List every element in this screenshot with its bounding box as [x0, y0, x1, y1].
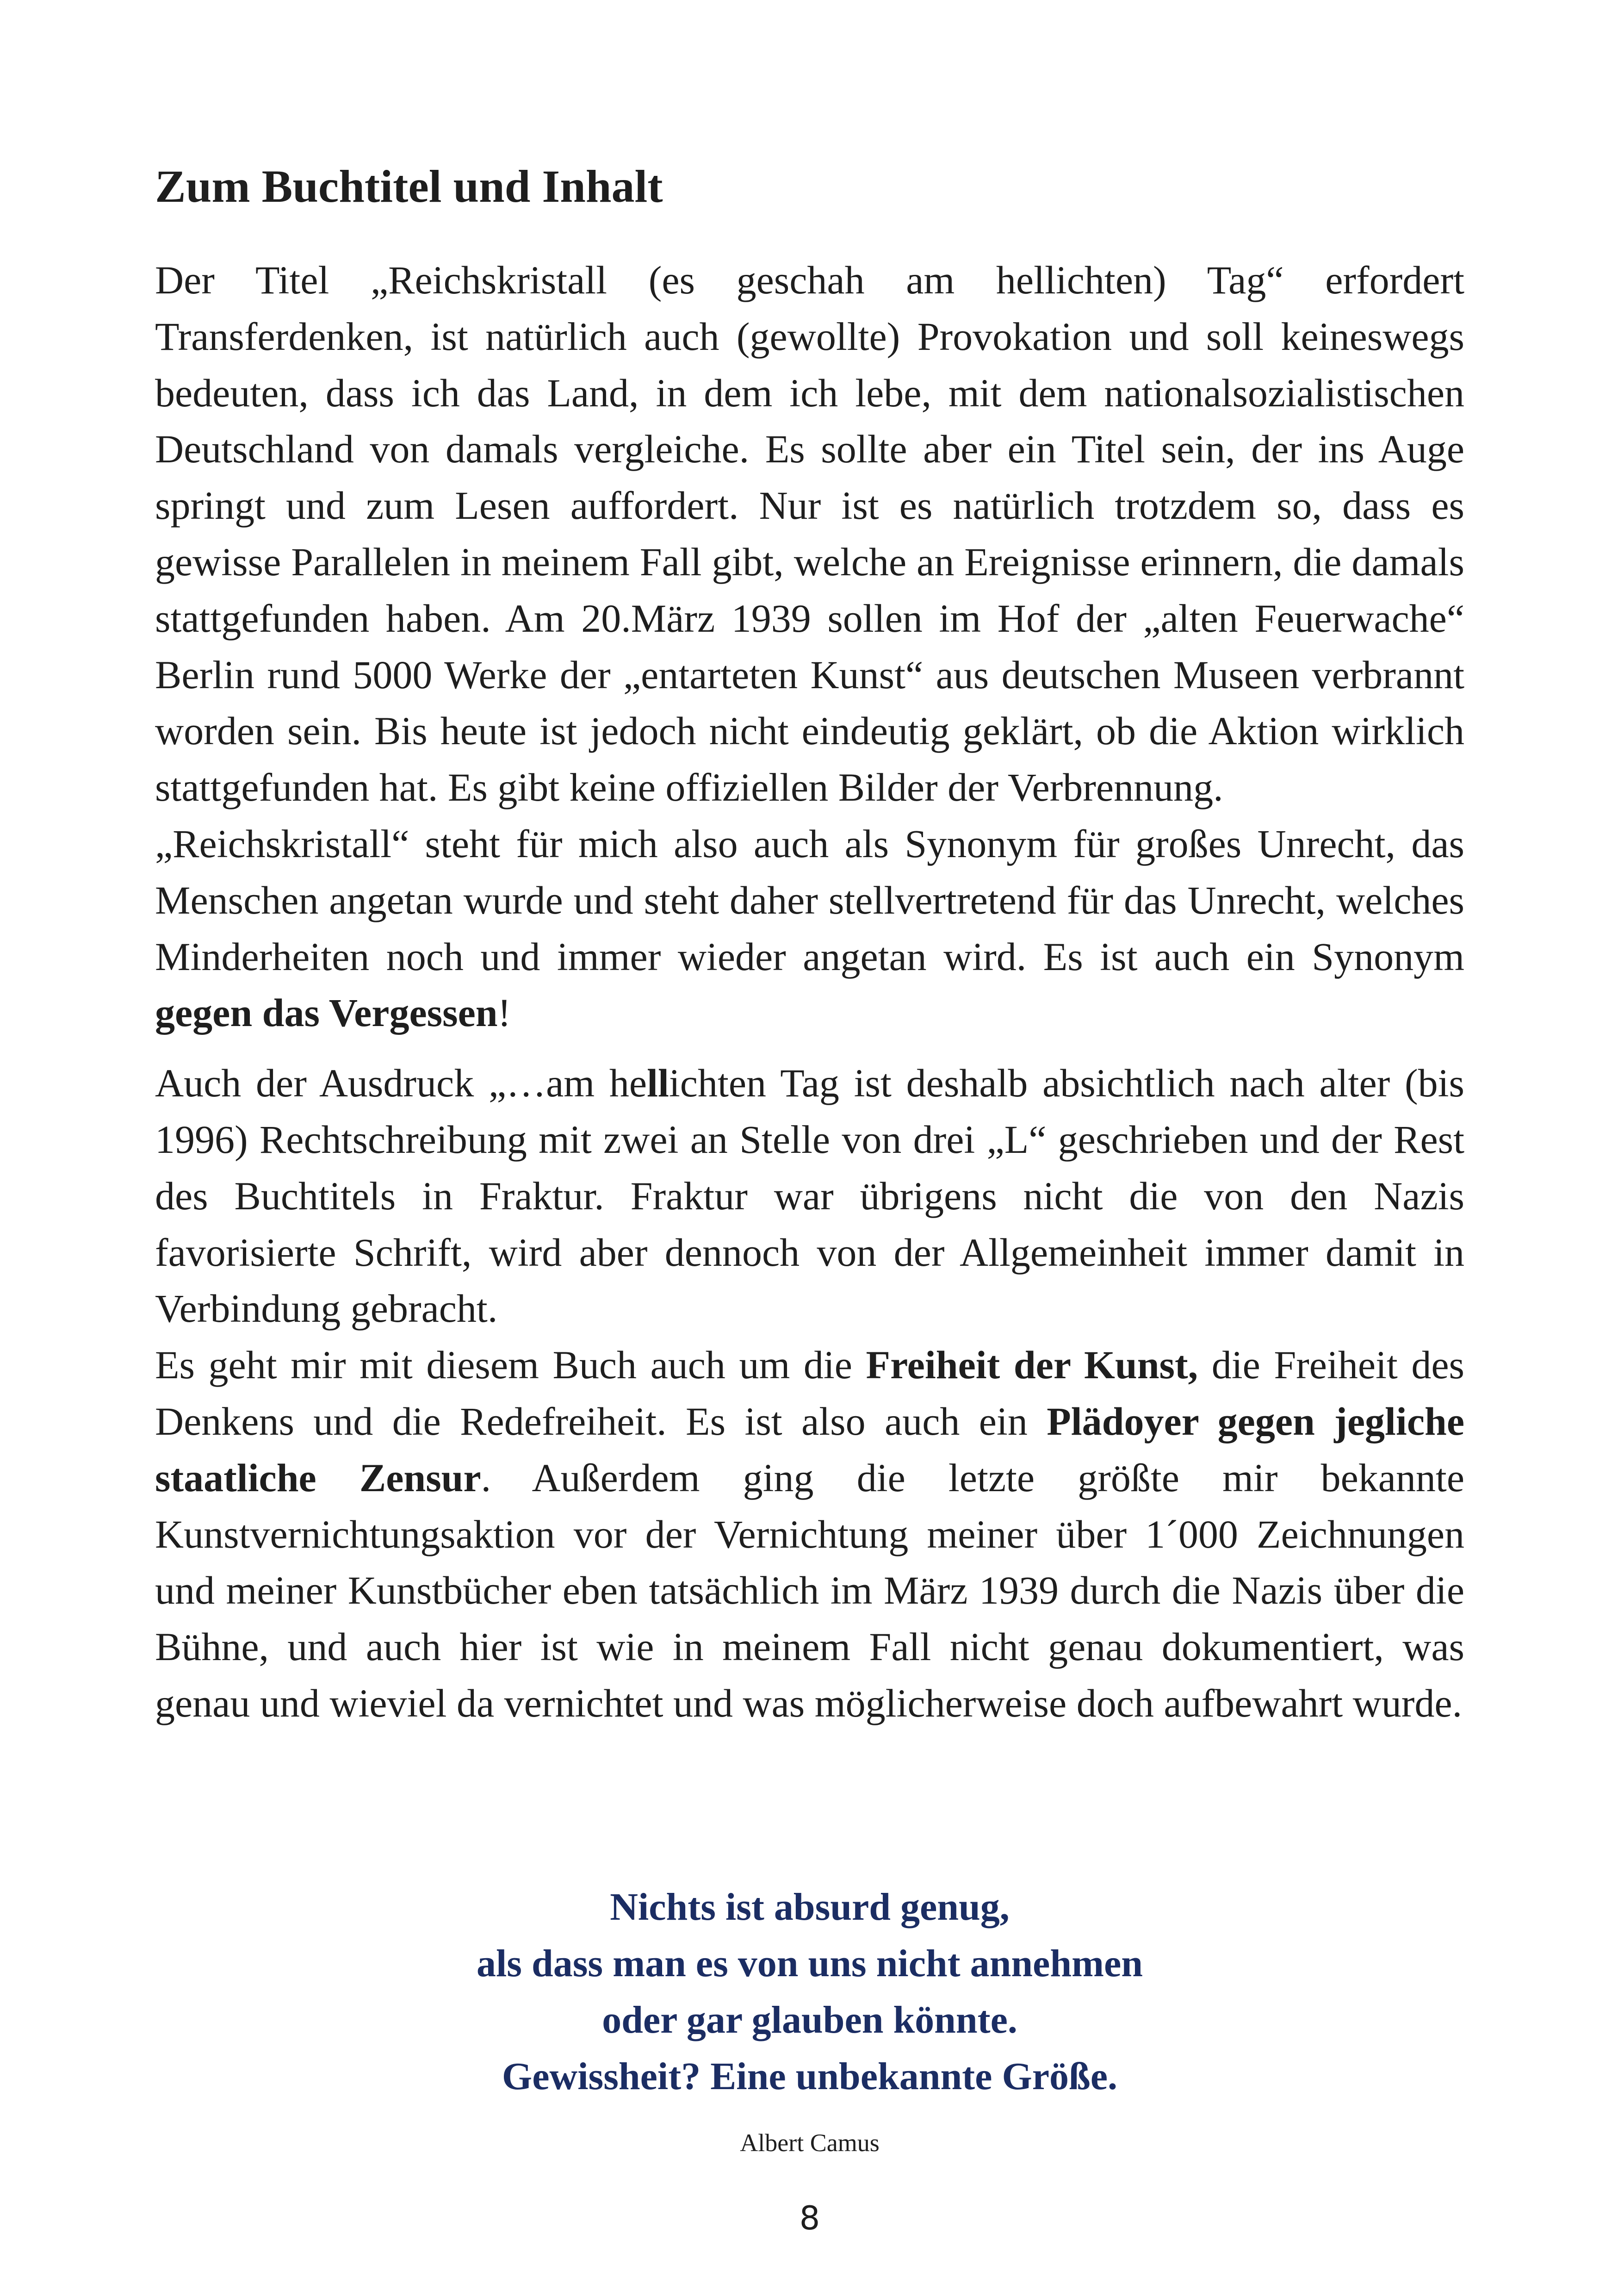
quote-line: als dass man es von uns nicht annehmen — [476, 1942, 1143, 1985]
page-heading: Zum Buchtitel und Inhalt — [155, 161, 663, 212]
paragraph-2-text-before: „Reichskristall“ steht für mich also auch als Synonym für großes Unrecht, das Menschen angetan wurde und steht daher stellvertretend für das Unrecht, welches Minderheiten noch und immer wieder angetan wird. Es ist auch ein Synonym — [155, 821, 1464, 979]
page-number: 8 — [799, 2199, 820, 2237]
quote-line: oder gar glauben könnte. — [602, 1998, 1017, 2041]
document-page — [155, 0, 1464, 2296]
quote-line: Gewissheit? Eine unbekannte Größe. — [502, 2055, 1118, 2098]
paragraph-4-bold-b: Plädoyer gegen jegliche staatliche Zensur — [155, 1399, 1464, 1500]
paragraph-freedom-of-art — [155, 1337, 1464, 1732]
paragraph-4-bold-a: Freiheit der Kunst, — [866, 1343, 1198, 1388]
paragraph-1-text: Der Titel „Reichskristall (es geschah am hellichten) Tag“ erfordert Transferdenken, ist natürlich auch (gewollte) Provokation und soll keineswegs bedeuten, dass ich das Land, in dem ich lebe, mit dem nationalsozialistischen Deutschland von damals vergleiche. Es sollte aber ein Titel sein, der ins Auge springt und zum Lesen auffordert. Nur ist es natürlich trotzdem so, dass es gewisse Parallelen in meinem Fall gibt, welche an Ereignisse erinnern, die damals stattgefunden haben. Am 20.März 1939 sollen im Hof der „alten Feuerwache“ Berlin rund 5000 Werke der „entarteten Kunst“ aus deutschen Museen verbrannt worden sein. Bis heute ist jedoch nicht eindeutig geklärt, ob die Aktion wirklich stattgefunden hat. Es gibt keine offiziellen Bilder der Verbrennung. — [155, 258, 1464, 810]
paragraph-title-explanation — [155, 252, 1464, 816]
paragraph-2-text-after: ! — [497, 990, 511, 1035]
paragraph-2-bold: gegen das Vergessen — [155, 990, 498, 1035]
paragraph-3-text-after: ichten Tag ist deshalb absichtlich nach alter (bis 1996) Rechtschreibung mit zwei an Stelle von drei „L“ geschrieben und der Rest des Buchtitels in Fraktur. Fraktur war übrigens nicht die von den Nazis favorisierte Schrift, wird aber dennoch von der Allgemeinheit immer damit in Verbindung gebracht. — [155, 1061, 1464, 1331]
paragraph-4-text-a: Es geht mir mit diesem Buch auch um die — [155, 1343, 866, 1388]
paragraph-3-text-before: Auch der Ausdruck „…am he — [155, 1061, 647, 1106]
paragraph-4-text-b: die Freiheit des Denkens und die Redefreiheit. Es ist also auch ein — [155, 1343, 1464, 1444]
paragraph-reichskristall-synonym — [155, 816, 1464, 1041]
quote-line: Nichts ist absurd genug, — [610, 1885, 1010, 1929]
quote-author: Albert Camus — [740, 2129, 880, 2157]
paragraph-4-text-c: . Außerdem ging die letzte größte mir bekannte Kunstvernichtungsaktion vor der Vernichtung meiner über 1´000 Zeichnungen und meiner Kunstbücher eben tatsächlich im März 1939 durch die Nazis über die Bühne, und auch hier ist wie in meinem Fall nicht genau dokumentiert, was genau und wieviel da vernichtet und was möglicherweise doch aufbewahrt wurde. — [155, 1455, 1464, 1725]
body-text — [155, 252, 1464, 1732]
paragraph-3-bold: ll — [647, 1061, 669, 1106]
camus-quote — [155, 1879, 1464, 2105]
paragraph-hellichten-spelling — [155, 1055, 1464, 1337]
